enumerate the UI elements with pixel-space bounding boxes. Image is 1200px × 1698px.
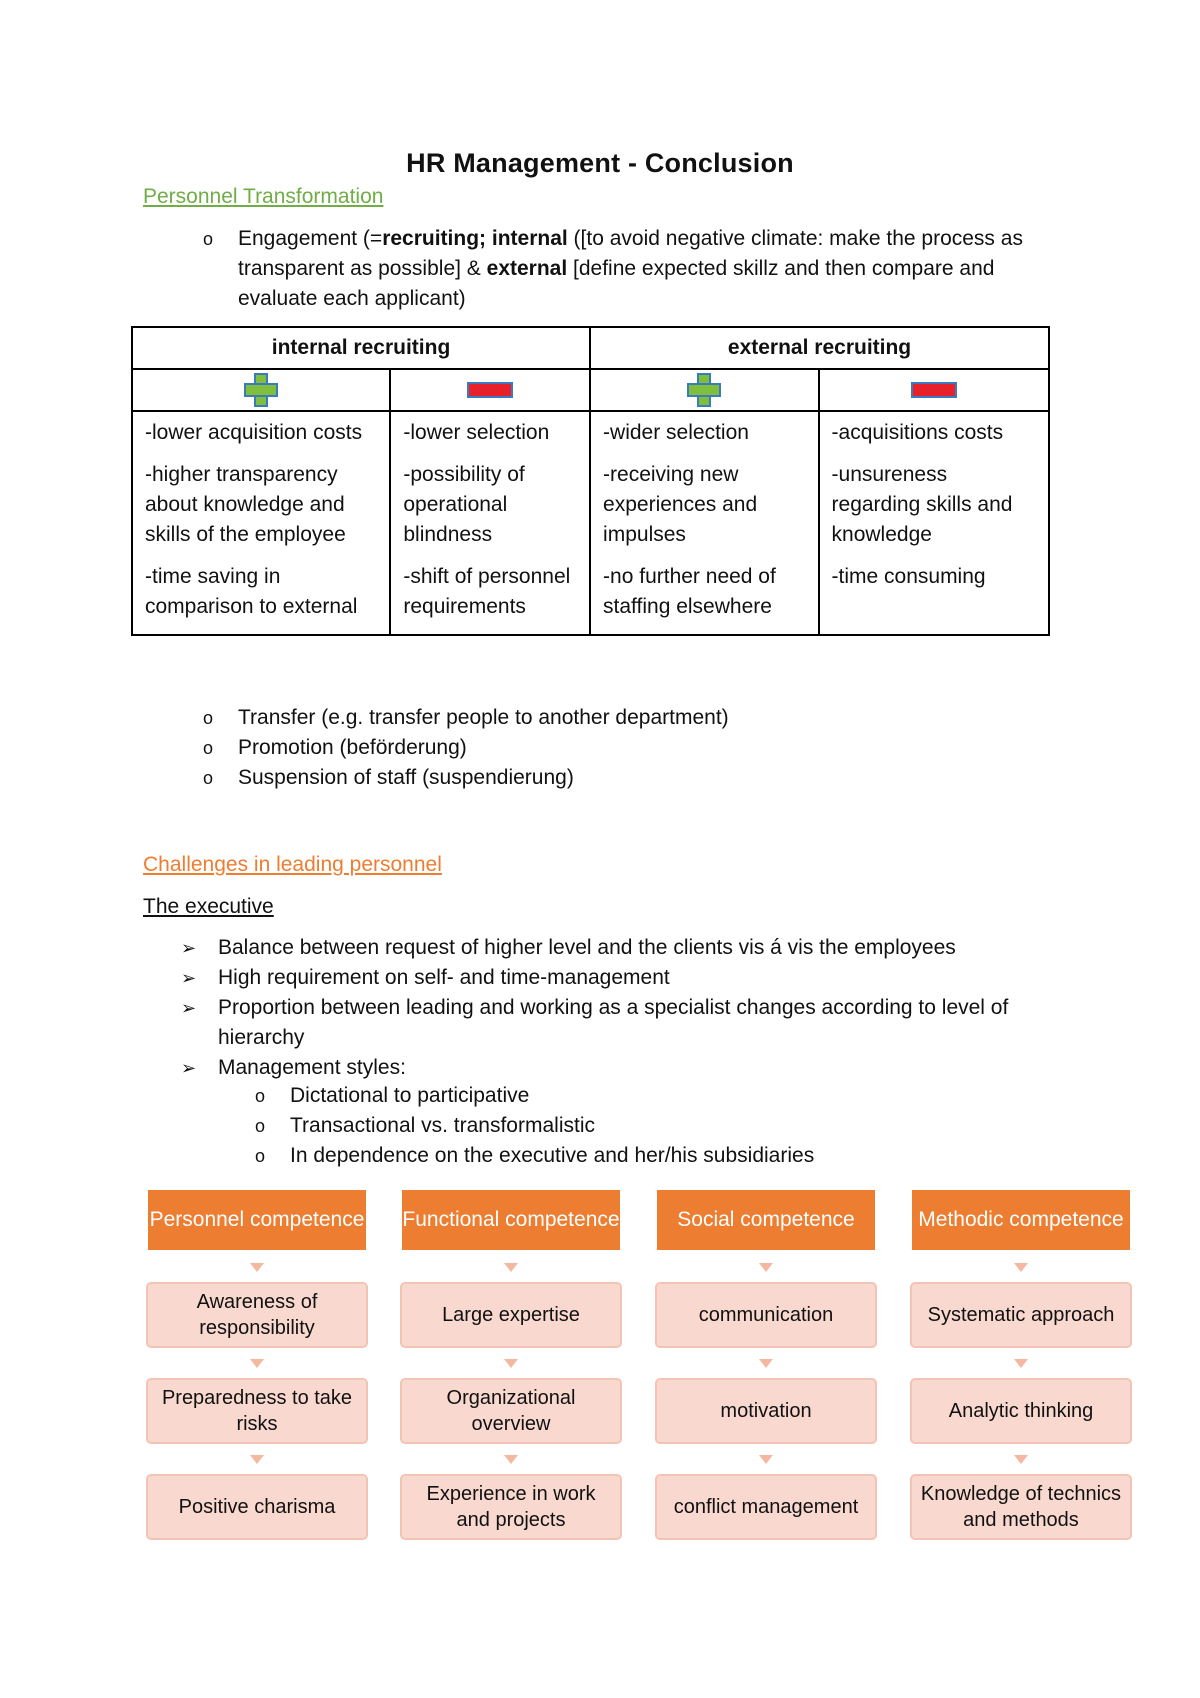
table-header-row xyxy=(132,327,1049,369)
list-item: ➢ Management styles: xyxy=(0,1053,1068,1083)
table-cell-item: -no further need of staffing elsewhere xyxy=(603,565,776,618)
competence-column-methodic xyxy=(910,1188,1132,1540)
competence-column-personnel xyxy=(146,1188,368,1540)
table-cell-item: -lower acquisition costs xyxy=(145,421,363,444)
arrow-down-icon xyxy=(146,1348,368,1378)
engagement-text-1: Engagement (= xyxy=(238,227,383,250)
competence-item: Knowledge of technics and methods xyxy=(910,1474,1132,1540)
engagement-item xyxy=(0,224,1058,314)
competence-item: conflict management xyxy=(655,1474,877,1540)
arrow-down-icon xyxy=(400,1444,622,1474)
competence-header: Social competence xyxy=(655,1188,877,1252)
table-body-row xyxy=(132,411,1049,635)
competence-header: Personnel competence xyxy=(146,1188,368,1252)
management-styles-list xyxy=(0,1081,814,1171)
list-item: o Transactional vs. transformalistic xyxy=(0,1111,814,1141)
table-sign-row xyxy=(132,369,1049,411)
list-item: o Transfer (e.g. transfer people to another department) xyxy=(0,703,729,733)
table-cell-item: -acquisitions costs xyxy=(831,421,1004,444)
minus-icon xyxy=(467,382,513,398)
competence-item: Preparedness to take risks xyxy=(146,1378,368,1444)
competence-item: motivation xyxy=(655,1378,877,1444)
competence-item: Awareness of responsibility xyxy=(146,1282,368,1348)
list-item: o Suspension of staff (suspendierung) xyxy=(0,763,729,793)
competence-item: Positive charisma xyxy=(146,1474,368,1540)
competence-item: Systematic approach xyxy=(910,1282,1132,1348)
list-item: ➢ Balance between request of higher level and the clients vis á vis the employees xyxy=(0,933,1068,963)
list-item: o In dependence on the executive and her/his subsidiaries xyxy=(0,1141,814,1171)
list-item: o Promotion (beförderung) xyxy=(0,733,729,763)
competence-column-social xyxy=(655,1188,877,1540)
plus-icon xyxy=(241,373,281,407)
sign-cell xyxy=(819,369,1049,411)
table-cell-item: -shift of personnel requirements xyxy=(403,565,571,618)
list-item: o Dictational to participative xyxy=(0,1081,814,1111)
table-cell-internal-plus xyxy=(132,411,390,635)
table-cell-item: -lower selection xyxy=(403,421,550,444)
competence-item: Analytic thinking xyxy=(910,1378,1132,1444)
plus-icon xyxy=(684,373,724,407)
table-cell-item: -receiving new experiences and impulses xyxy=(603,463,758,546)
section-heading-personnel-transformation: Personnel Transformation xyxy=(143,185,384,208)
arrow-down-icon xyxy=(655,1348,877,1378)
table-cell-external-plus xyxy=(590,411,818,635)
header-internal-recruiting: internal recruiting xyxy=(132,327,590,369)
page-title: HR Management - Conclusion xyxy=(406,148,794,178)
arrow-down-icon xyxy=(146,1252,368,1282)
table-cell-item: -time consuming xyxy=(831,565,986,588)
transformation-list xyxy=(0,703,729,793)
table-cell-external-minus xyxy=(819,411,1049,635)
subheading-the-executive: The executive xyxy=(143,895,274,918)
sign-cell xyxy=(132,369,390,411)
executive-list xyxy=(0,933,1068,1083)
section-heading-challenges: Challenges in leading personnel xyxy=(143,853,442,876)
arrow-down-icon xyxy=(910,1444,1132,1474)
arrow-down-icon xyxy=(655,1444,877,1474)
competence-column-functional xyxy=(400,1188,622,1540)
engagement-text-3: [define expected skillz and then compare and evaluate each applicant) xyxy=(238,257,995,310)
sign-cell xyxy=(390,369,590,411)
table-cell-item: -higher transparency about knowledge and skills of the employee xyxy=(145,463,346,546)
arrow-down-icon xyxy=(400,1348,622,1378)
competence-header: Methodic competence xyxy=(910,1188,1132,1252)
competence-header: Functional competence xyxy=(400,1188,622,1252)
arrow-down-icon xyxy=(146,1444,368,1474)
sign-cell xyxy=(590,369,818,411)
list-item: ➢ Proportion between leading and working as a specialist changes according to level of hierarchy xyxy=(0,993,1068,1053)
table-cell-item: -time saving in comparison to external xyxy=(145,565,358,618)
competence-item: communication xyxy=(655,1282,877,1348)
arrow-down-icon xyxy=(655,1252,877,1282)
arrow-down-icon xyxy=(400,1252,622,1282)
engagement-text-2: ([to avoid negative climate: make the process as transparent as possible] & xyxy=(238,227,1023,280)
list-item: ➢ High requirement on self- and time-management xyxy=(0,963,1068,993)
recruiting-table xyxy=(131,326,1050,636)
competence-item: Experience in work and projects xyxy=(400,1474,622,1540)
competence-item: Organizational overview xyxy=(400,1378,622,1444)
engagement-list xyxy=(0,224,1058,314)
engagement-bold-1: recruiting; internal xyxy=(382,227,568,250)
table-cell-item: -wider selection xyxy=(603,421,749,444)
table-cell-item: -possibility of operational blindness xyxy=(403,463,525,546)
competence-item: Large expertise xyxy=(400,1282,622,1348)
arrow-down-icon xyxy=(910,1252,1132,1282)
minus-icon xyxy=(911,382,957,398)
header-external-recruiting: external recruiting xyxy=(590,327,1049,369)
table-cell-internal-minus xyxy=(390,411,590,635)
arrow-down-icon xyxy=(910,1348,1132,1378)
engagement-bold-2: external xyxy=(486,257,568,280)
table-cell-item: -unsureness regarding skills and knowledge xyxy=(831,463,1013,546)
